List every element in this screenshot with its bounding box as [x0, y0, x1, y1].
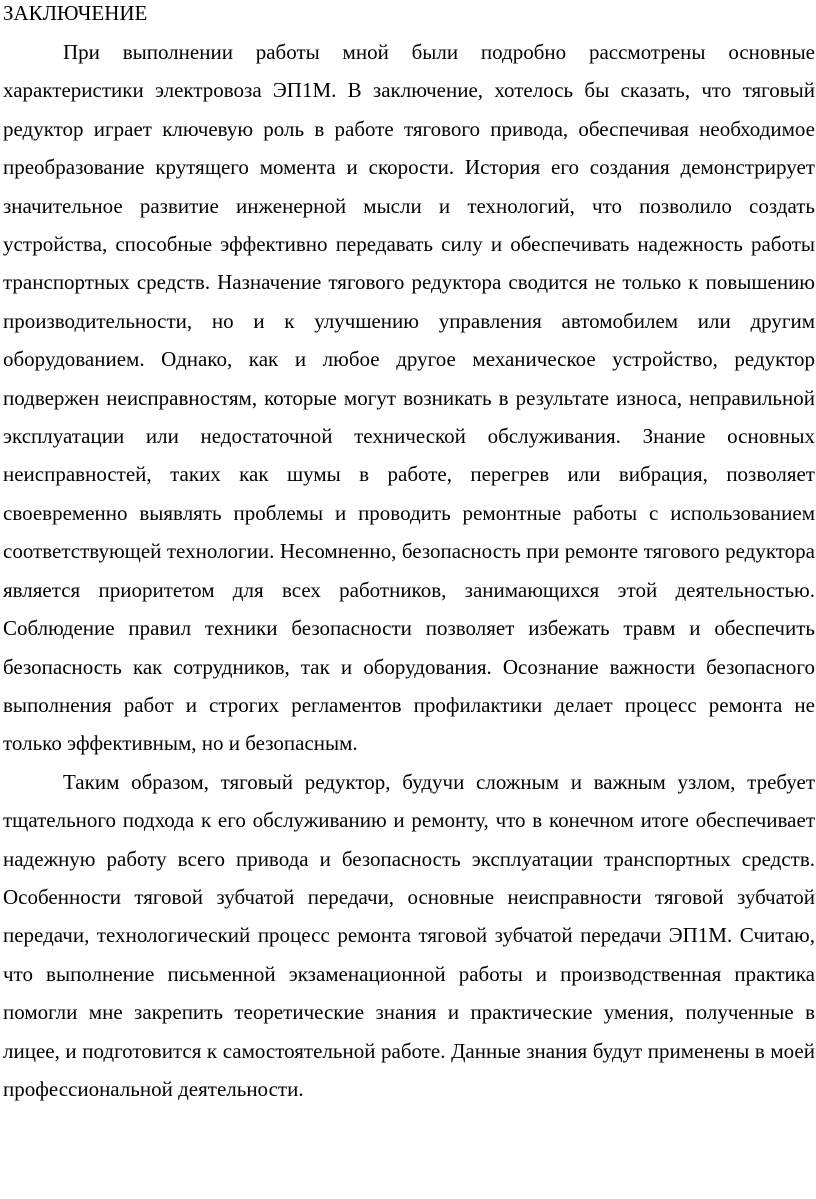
paragraph-1: При выполнении работы мной были подробно рассмотрены основные характеристики электровоза ЭП1М. В заключение, хотелось бы сказать, что тяговый редуктор играет ключевую роль в работе тягового привода, обеспечивая необходимое преобразование крутящего момента и скорости. История его создания демонстрирует значительное развитие инженерной мысли и технологий, что позволило создать устройства, способные эффективно передавать силу и обеспечивать надежность работы транспортных средств. Назначение тягового редуктора сводится не только к повышению производительности, но и к улучшению управления автомобилем или другим оборудованием. Однако, как и любое другое механическое устройство, редуктор подвержен неисправностям, которые могут возникать в результате износа, неправильной эксплуатации или недостаточной технической обслуживания. Знание основных неисправностей, таких как шумы в работе, перегрев или вибрация, позволяет своевременно выявлять проблемы и проводить ремонтные работы с использованием соответствующей технологии. Несомненно, безопасность при ремонте тягового редуктора является приоритетом для всех работников, занимающихся этой деятельностью. Соблюдение правил техники безопасности позволяет избежать травм и обеспечить безопасность как сотрудников, так и оборудования. Осознание важности безопасного выполнения работ и строгих регламентов профилактики делает процесс ремонта не только эффективным, но и безопасным.	[3, 40, 815, 756]
paragraph-2: Таким образом, тяговый редуктор, будучи сложным и важным узлом, требует тщательного подхода к его обслуживанию и ремонту, что в конечном итоге обеспечивает надежную работу всего привода и безопасность эксплуатации транспортных средств. Особенности тяговой зубчатой передачи, основные неисправности тяговой зубчатой передачи, технологический процесс ремонта тяговой зубчатой передачи ЭП1М. Считаю, что выполнение письменной экзаменационной работы и производственная практика помогли мне закрепить теоретические знания и практические умения, полученные в лицее, и подготовится к самостоятельной работе. Данные знания будут применены в моей профессиональной деятельности.	[3, 769, 815, 1101]
document-page	[3, 0, 815, 1108]
document-heading: ЗАКЛЮЧЕНИЕ	[3, 1, 148, 25]
